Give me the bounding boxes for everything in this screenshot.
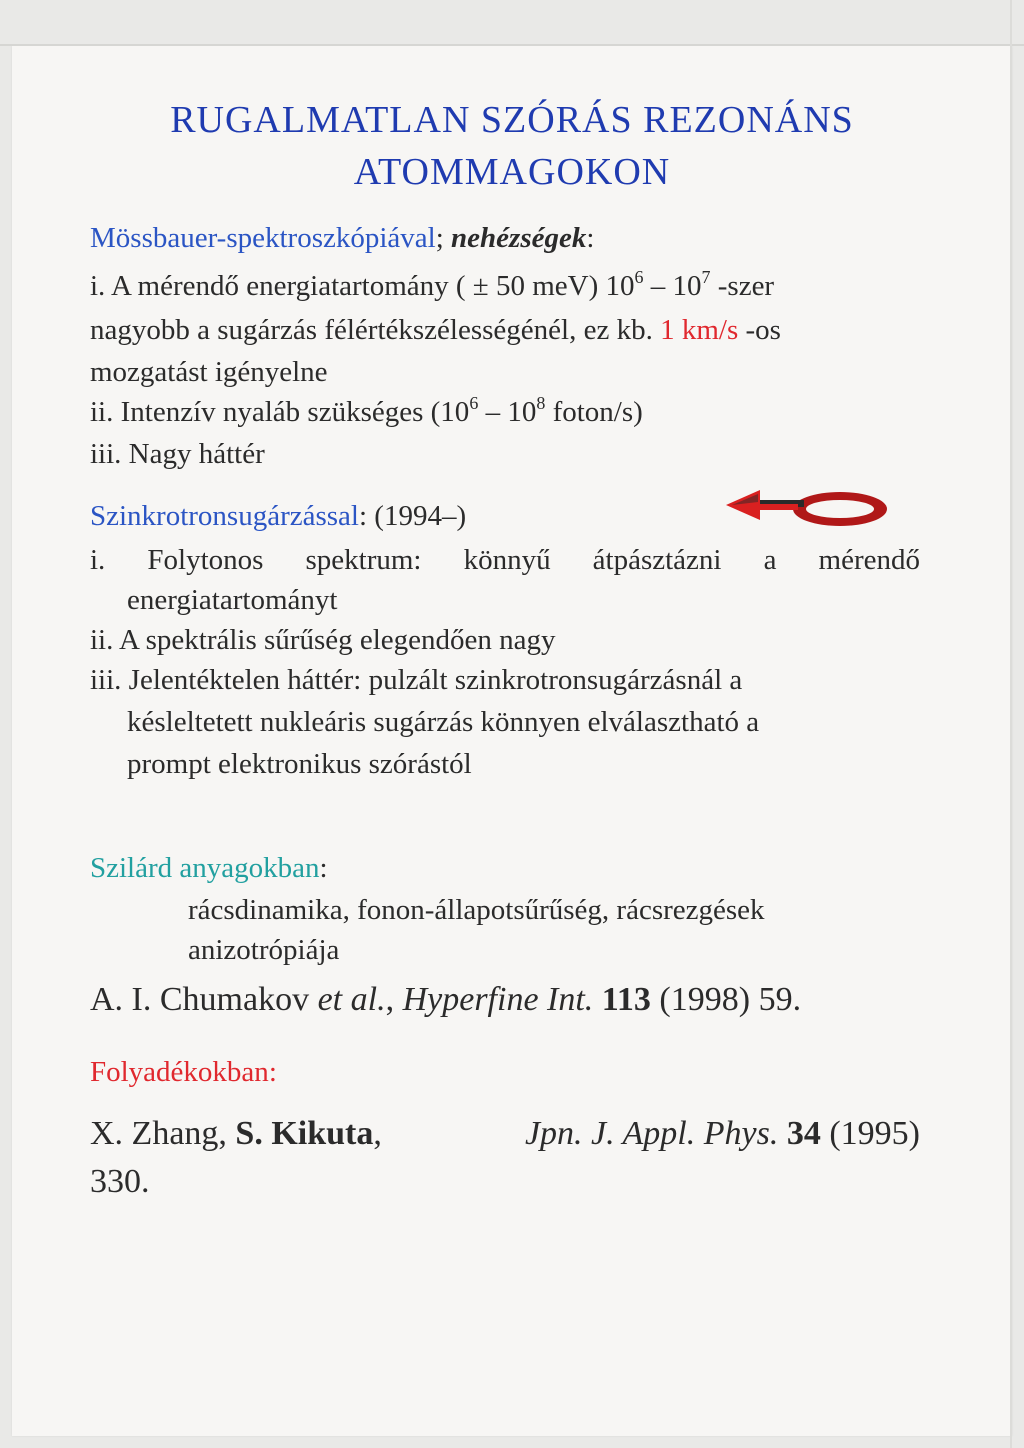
ref-author-a: X. Zhang, [90,1115,236,1152]
mossbauer-item-2 [90,392,643,432]
ref-volume: 113 [601,981,651,1018]
ref-volume: 34 [786,1115,821,1152]
ref-authors: A. I. Chumakov [90,981,318,1018]
title-line-1: RUGALMATLAN SZÓRÁS REZONÁNS [170,99,854,141]
synchrotron-item-2: ii. A spektrális sűrűség elegendően nagy [90,624,556,656]
item1-exponent-2: 7 [701,267,711,287]
item1-line2-text: nagyobb a sugárzás félértékszélességénél, ez kb. [90,314,661,346]
ref-authors-group [90,1114,382,1154]
item1-exponent-1: 6 [634,267,644,287]
item2-text-c: foton/s) [545,396,643,428]
synchrotron-item-1-line-2: energiatartományt [127,584,338,616]
liquids-colon: : [268,1056,277,1088]
ref-journal: Hyperfine Int. [402,981,594,1018]
speed-value: 1 km/s [660,314,739,346]
synchrotron-item-3-line-2: késleltetett nukleáris sugárzás könnyen elválasztható a [127,706,760,738]
item2-exponent-1: 6 [469,393,479,413]
liquids-reference-line-2: 330. [90,1163,150,1200]
solids-line-2: anizotrópiája [188,934,340,966]
ref-comma: , [385,981,403,1018]
synchrotron-heading-line [90,496,466,536]
item1-line2-suffix: -os [738,314,781,346]
word: i. [90,544,106,576]
back-arrow-icon[interactable] [722,478,892,538]
mossbauer-item-1-line-3: mozgatást igényelne [90,356,328,388]
item2-text-b: – 10 [478,396,537,428]
title-line-2: ATOMMAGOKON [353,151,671,193]
synchrotron-item-3-line-1: iii. Jelentéktelen háttér: pulzált szinkrotronsugárzásnál a [90,664,743,696]
ref-year-page: (1998) 59. [650,981,802,1018]
ref-space [778,1115,787,1152]
ref-comma: , [373,1115,382,1152]
item2-exponent-2: 8 [536,393,546,413]
ref-citation-group [525,1114,920,1154]
ref-author-bold: S. Kikuta [235,1115,374,1152]
word: könnyű [463,544,551,576]
mossbauer-item-1-line-1 [90,266,774,306]
word: spektrum: [305,544,422,576]
mossbauer-item-3: iii. Nagy háttér [90,438,265,470]
solids-reference [90,980,801,1020]
mossbauer-item-1-line-2 [90,310,781,350]
solids-heading: Szilárd anyagokban [90,852,320,884]
solids-colon: : [319,852,328,884]
liquids-reference-line-1 [90,1114,920,1154]
word: a [763,544,777,576]
item1-text-a: i. A mérendő energiatartomány ( ± 50 meV) 10 [90,270,635,302]
item1-text-c: -szer [710,270,775,302]
ref-journal: Jpn. J. Appl. Phys. [524,1115,779,1152]
item1-text-b: – 10 [643,270,702,302]
ref-space [593,981,602,1018]
word: mérendő [818,544,920,576]
solids-line-1: rácsdinamika, fonon-állapotsűrűség, rácsrezgések [188,894,765,926]
synchrotron-years: : (1994–) [359,500,467,532]
item2-text-a: ii. Intenzív nyaláb szükséges (10 [90,396,470,428]
mossbauer-colon: : [586,222,595,254]
mossbauer-heading-line [90,218,594,258]
mossbauer-sep: ; [435,222,452,254]
synchrotron-heading: Szinkrotronsugárzással [90,500,359,532]
ref-et-al: et al. [317,981,386,1018]
synchrotron-item-3-line-3: prompt elektronikus szórástól [127,748,472,780]
mossbauer-heading: Mössbauer-spektroszkópiával [90,222,436,254]
ref-year: (1995) [820,1115,920,1152]
liquids-heading-line [90,1052,277,1092]
solids-heading-line [90,848,328,888]
word: Folytonos [147,544,264,576]
liquids-heading: Folyadékokban [90,1056,269,1088]
word: átpásztázni [592,544,722,576]
difficulties-label: nehézségek [451,222,587,254]
synchrotron-item-1-line-1 [90,540,920,580]
